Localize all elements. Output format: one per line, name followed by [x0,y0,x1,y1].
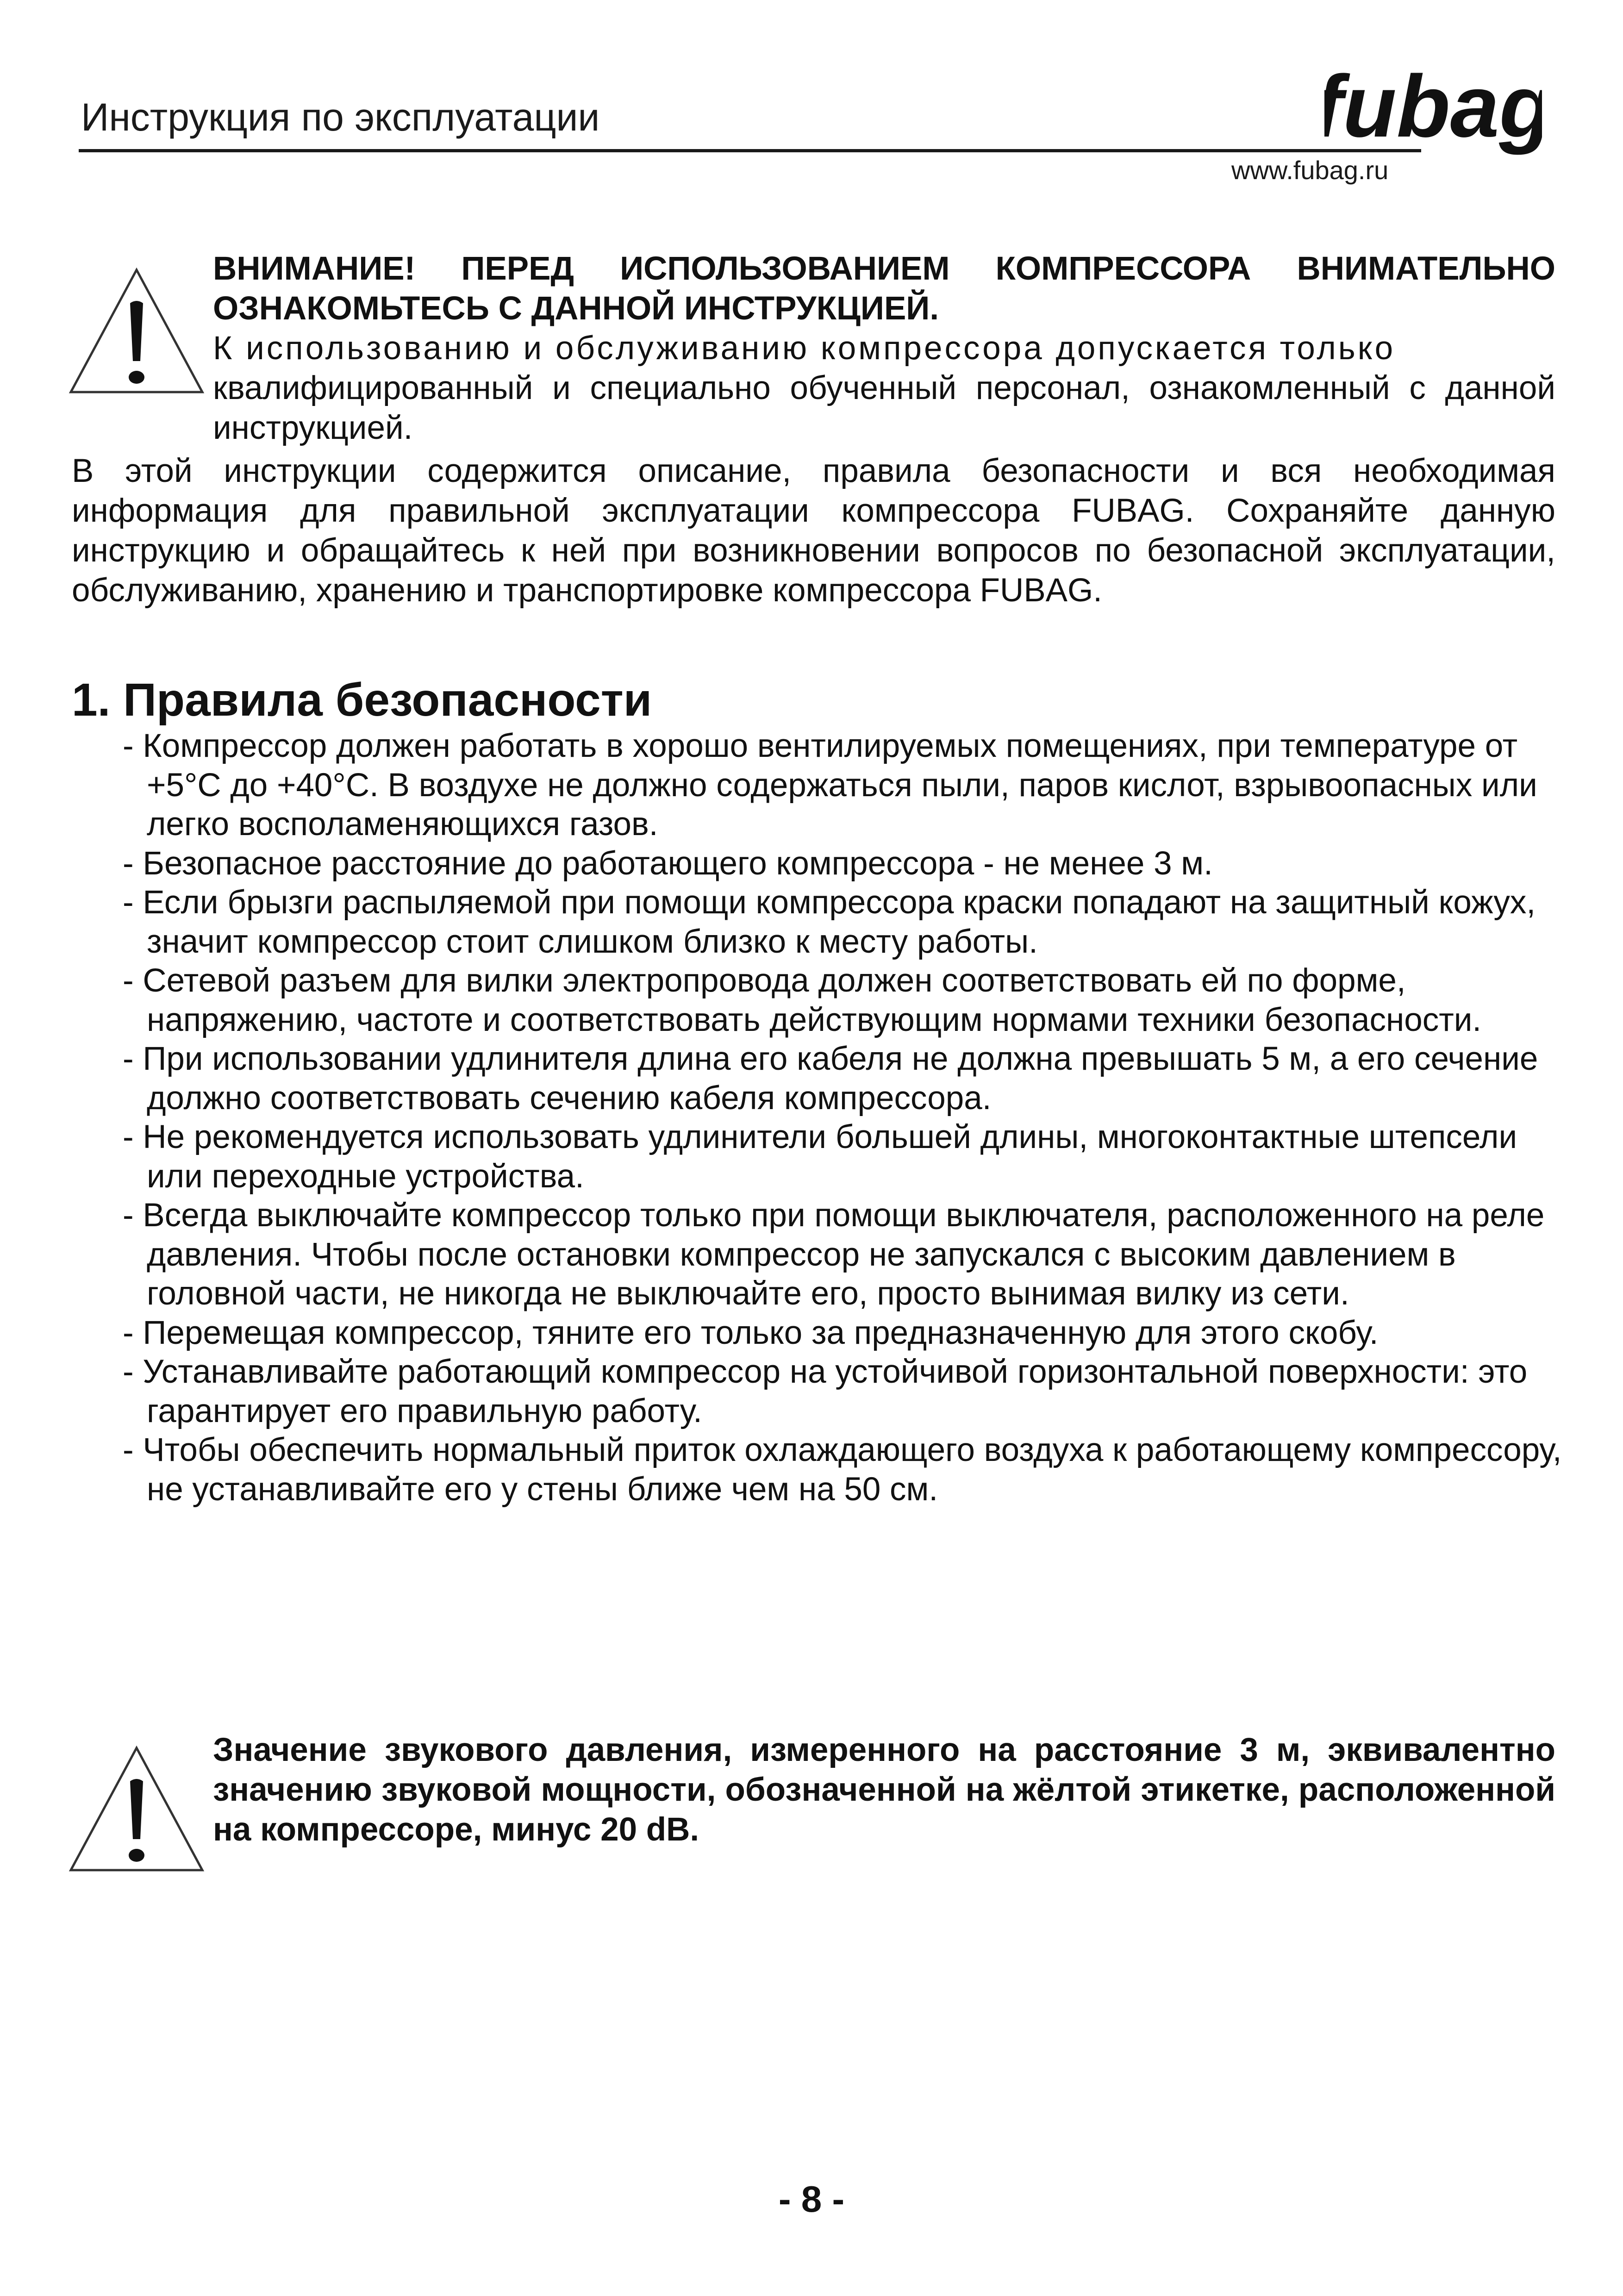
svg-text:fubag: fubag [1324,62,1542,156]
list-item: - Перемещая компрессор, тяните его только за предназначенную для этого скобу. [123,1314,1379,1351]
header-divider [79,149,1421,152]
document-title: Инструкция по эксплуатации [81,95,600,139]
list-item: - Безопасное расстояние до работающего компрессора - не менее 3 м. [123,845,1213,882]
list-item: - При использовании удлинителя длина его кабеля не должна превышать 5 м, а его сечение должно соответствовать сечению кабеля компрессора. [123,1041,1538,1117]
list-item: - Всегда выключайте компрессор только при помощи выключателя, расположенного на реле давления. Чтобы после остановки компрессор не запускался с высоким давлением в головной части, не никогда не выключайте его, просто вынимая вилку из сети. [123,1197,1545,1312]
attention-text: квалифицированный и специально обученный персонал, ознакомленный с данной инструкцией. [213,370,1555,446]
section-title: 1. Правила безопасности [72,674,652,726]
warning-triangle-icon [67,1744,206,1874]
list-item: - Устанавливайте работающий компрессор на устойчивой горизонтальной поверхности: это гарантирует его правильную работу. [123,1354,1528,1429]
list-item: - Сетевой разъем для вилки электропровода должен соответствовать ей по форме, напряжению, частоте и соответствовать действующим нормами техники безопасности. [123,962,1482,1038]
page-number: - 8 - [778,2178,845,2220]
warning-triangle-icon [67,266,206,396]
attention-text-line: К использованию и обслуживанию компрессора допускается только [213,330,1396,367]
website-url: www.fubag.ru [1231,156,1389,185]
attention-warning [213,249,1555,448]
list-item: - Если брызги распыляемой при помощи компрессора краски попадают на защитный кожух, значит компрессор стоит слишком близко к месту работы. [123,884,1536,960]
safety-rules-list [123,727,1562,1509]
sound-pressure-note: Значение звукового давления, измеренного на расстояние 3 м, эквивалентно значению звуковой мощности, обозначенной на жёлтой этикетке, расположенной на компрессоре, минус 20 dB. [213,1732,1555,1848]
attention-heading: ВНИМАНИЕ! ПЕРЕД ИСПОЛЬЗОВАНИЕМ КОМПРЕССОРА ВНИМАТЕЛЬНО ОЗНАКОМЬТЕСЬ С ДАННОЙ ИНСТРУКЦИЕЙ. [213,250,1555,327]
list-item: - Не рекомендуется использовать удлинители большей длины, многоконтактные штепсели или переходные устройства. [123,1119,1517,1195]
list-item: - Чтобы обеспечить нормальный приток охлаждающего воздуха к работающему компрессору, не устанавливайте его у стены ближе чем на 50 см. [123,1432,1562,1508]
list-item: - Компрессор должен работать в хорошо вентилируемых помещениях, при температуре от +5°С до +40°С. В воздухе не должно содержаться пыли, паров кислот, взрывоопасных или легко восполаменяющихся газов. [123,728,1537,842]
intro-paragraph: В этой инструкции содержится описание, правила безопасности и вся необходимая информация для правильной эксплуатации компрессора FUBAG. Сохраняйте данную инструкцию и обращайтесь к ней при возникновении вопросов по безопасной эксплуатации, обслуживанию, хранению и транспортировке компрессора FUBAG. [72,453,1555,609]
